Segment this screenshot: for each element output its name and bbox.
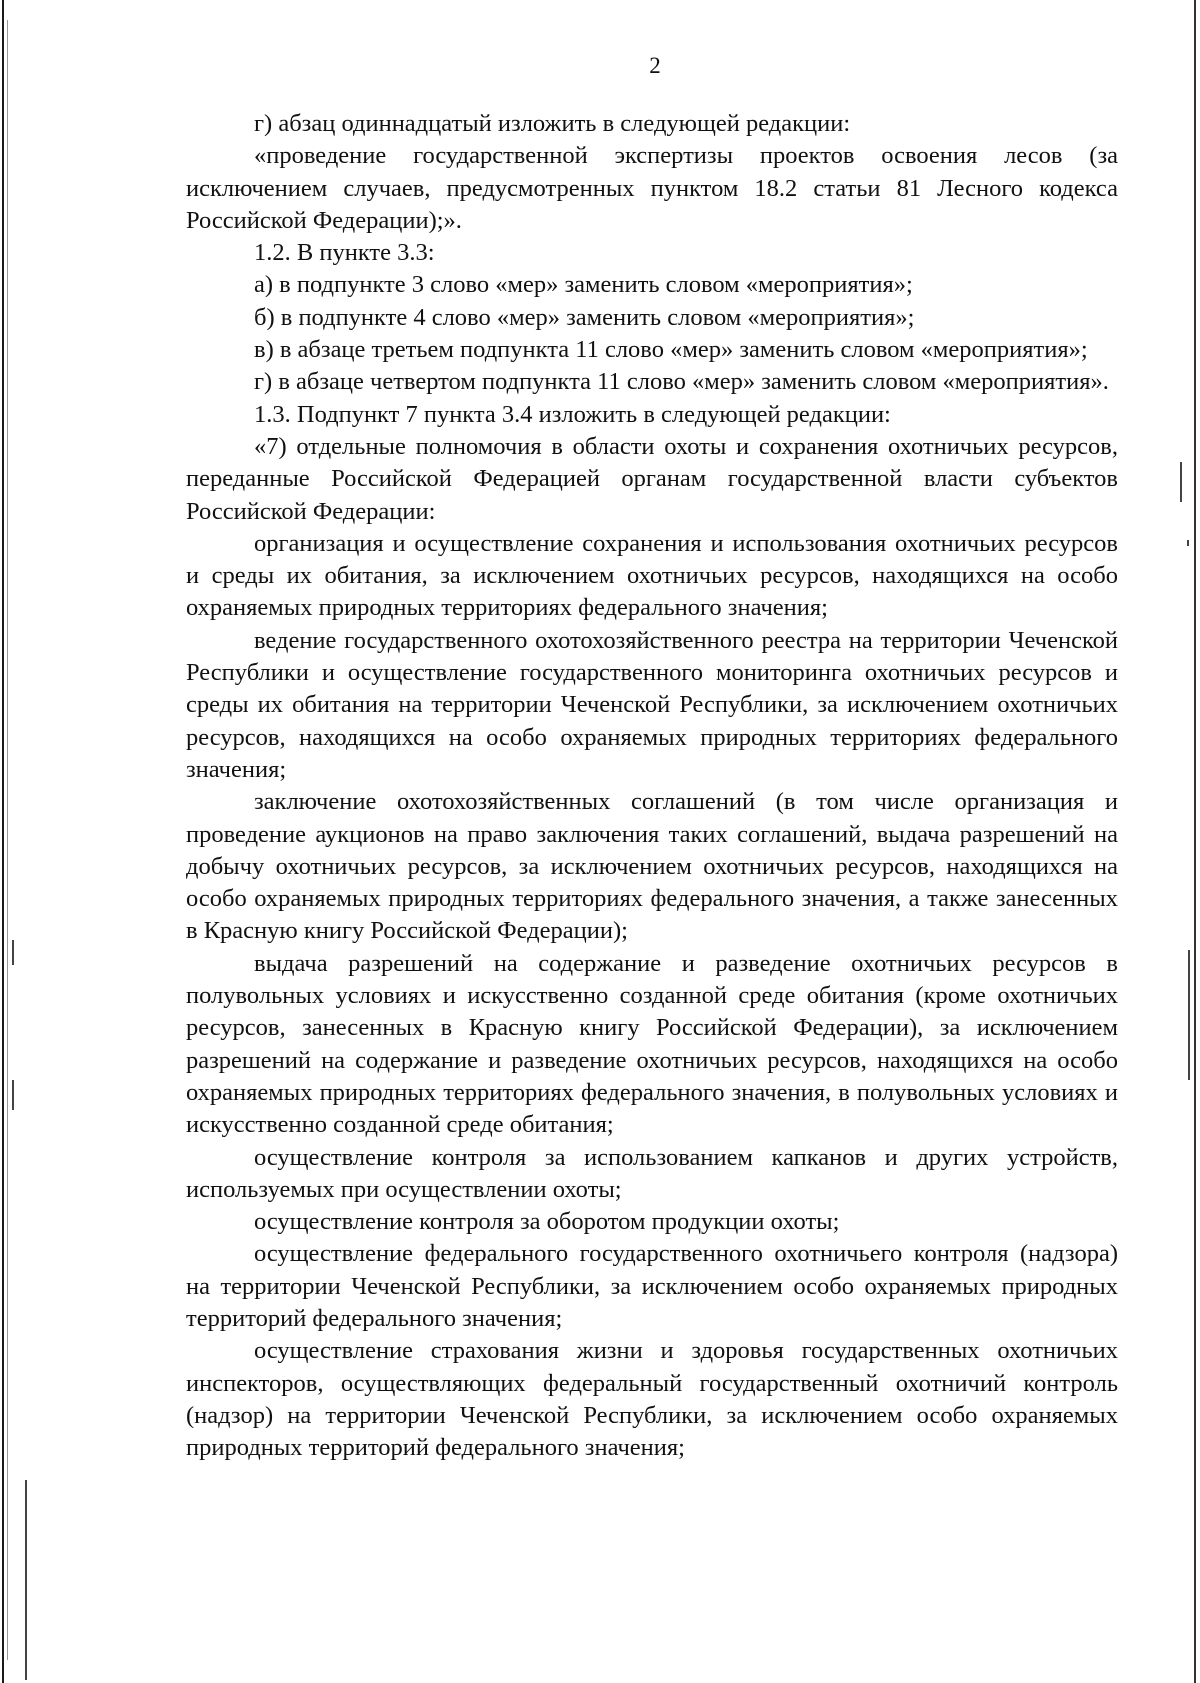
scan-mark	[1180, 462, 1182, 502]
scan-mark	[12, 1080, 14, 1110]
paragraph: 1.3. Подпункт 7 пункта 3.4 изложить в следующей редакции:	[254, 400, 891, 428]
scan-edge-left	[2, 0, 4, 1683]
page-number: 2	[649, 53, 661, 78]
paragraph: осуществление контроля за использованием капканов и других устройств, используемых при осуществлении охоты;	[186, 1143, 1118, 1203]
scan-mark	[25, 1480, 27, 1680]
paragraph: г) абзац одиннадцатый изложить в следующей редакции:	[254, 110, 851, 137]
paragraph: 1.2. В пункте 3.3:	[254, 239, 435, 267]
paragraph: б) в подпункте 4 слово «мер» заменить словом «мероприятия»;	[254, 303, 915, 331]
scan-mark	[12, 940, 14, 965]
paragraph: заключение охотохозяйственных соглашений (в том числе организация и проведение аукционов на право заключения таких соглашений, выдача разрешений на добычу охотничьих ресурсов, за исключением охотничьих ресурсов, находящихся на особо охраняемых природных территориях федерального значения, а также занесенных в Красную книгу Российской Федерации);	[186, 788, 1118, 945]
scan-mark	[1187, 540, 1189, 546]
scan-edge-left-shadow	[7, 20, 8, 1660]
scan-edge-right	[1194, 0, 1196, 1683]
paragraph: г) в абзаце четвертом подпункта 11 слово «мер» заменить словом «мероприятия».	[254, 368, 1109, 396]
paragraph: организация и осуществление сохранения и использования охотничьих ресурсов и среды их обитания, за исключением охотничьих ресурсов, находящихся на особо охраняемых природных территориях федерального значения;	[186, 529, 1118, 622]
paragraph: «7) отдельные полномочия в области охоты и сохранения охотничьих ресурсов, переданные Российской Федерацией органам государственной власти субъектов Российской Федерации:	[186, 432, 1118, 525]
paragraph: в) в абзаце третьем подпункта 11 слово «мер» заменить словом «мероприятия»;	[254, 336, 1088, 364]
paragraph: осуществление страхования жизни и здоровья государственных охотничьих инспекторов, осуществляющих федеральный государственный охотничий контроль (надзор) на территории Чеченской Республики, за исключением особо охраняемых природных территорий федерального значения;	[186, 1337, 1118, 1462]
paragraph: выдача разрешений на содержание и разведение охотничьих ресурсов в полувольных условиях и искусственно созданной среде обитания (кроме охотничьих ресурсов, занесенных в Красную книгу Российской Федерации), за исключением разрешений на содержание и разведение охотничьих ресурсов, находящихся на особо охраняемых природных территориях федерального значения, в полувольных условиях и искусственно созданной среде обитания;	[186, 949, 1118, 1139]
document-body	[186, 108, 1118, 1464]
paragraph: «проведение государственной экспертизы проектов освоения лесов (за исключением случаев, предусмотренных пунктом 18.2 статьи 81 Лесного кодекса Российской Федерации);».	[186, 142, 1118, 234]
paragraph: ведение государственного охотохозяйственного реестра на территории Чеченской Республики и осуществление государственного мониторинга охотничьих ресурсов и среды их обитания на территории Чеченской Республики, за исключением охотничьих ресурсов, находящихся на особо охраняемых природных территориях федерального значения;	[186, 626, 1118, 783]
paragraph: осуществление федерального государственного охотничьего контроля (надзора) на территории Чеченской Республики, за исключением особо охраняемых природных территорий федерального значения;	[186, 1240, 1118, 1332]
scan-mark	[1188, 950, 1190, 1080]
paragraph: а) в подпункте 3 слово «мер» заменить словом «мероприятия»;	[254, 271, 913, 299]
paragraph: осуществление контроля за оборотом продукции охоты;	[254, 1208, 840, 1236]
